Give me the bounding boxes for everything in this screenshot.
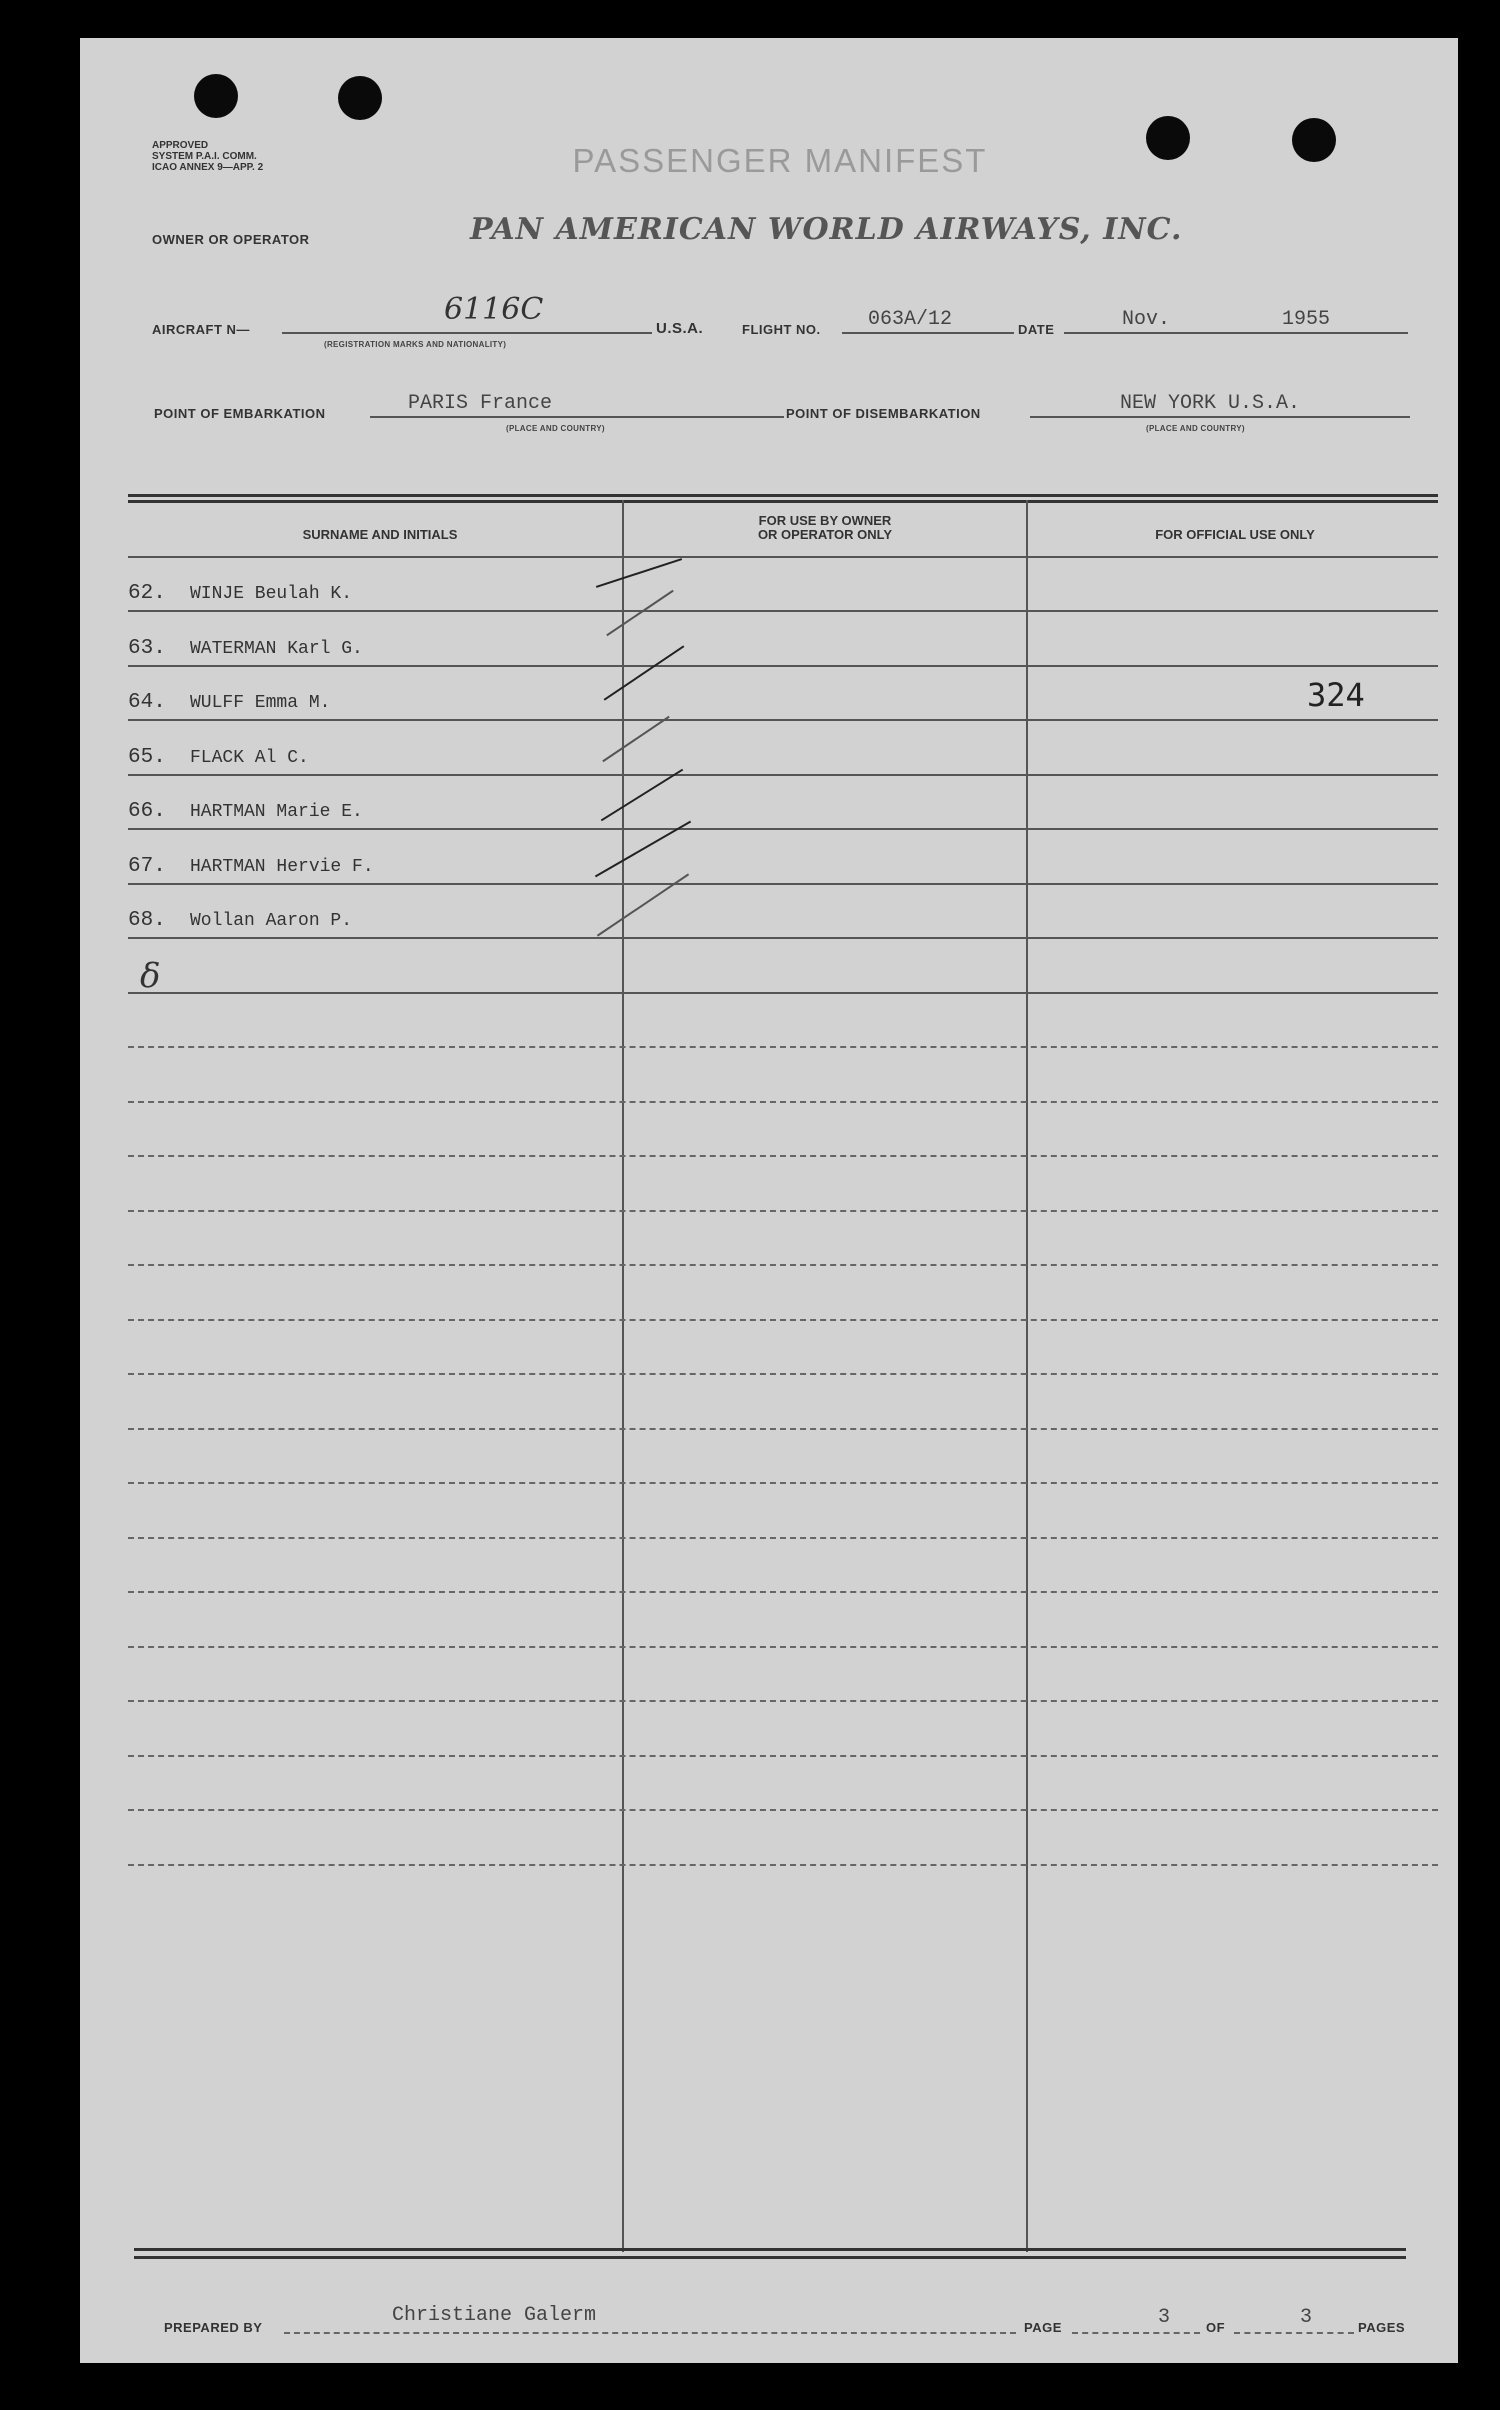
passenger-number: 65. xyxy=(128,745,166,769)
passenger-row xyxy=(128,855,374,885)
approval-note: APPROVED SYSTEM P.A.I. COMM. ICAO ANNEX 9—APP. 2 xyxy=(152,140,264,173)
passenger-name: HARTMAN Marie E. xyxy=(190,802,363,822)
passenger-row xyxy=(128,746,309,776)
row-rule xyxy=(128,1700,1438,1702)
passenger-name: FLACK Al C. xyxy=(190,747,309,768)
official-column-header: FOR OFFICIAL USE ONLY xyxy=(1155,527,1315,542)
prepared-by-value: Christiane Galerm xyxy=(392,2304,597,2327)
owner-column-header xyxy=(640,514,1010,542)
date-label: DATE xyxy=(1018,322,1055,337)
passenger-number: 64. xyxy=(128,691,166,714)
row-rule xyxy=(128,1319,1438,1321)
of-label: OF xyxy=(1206,2320,1226,2335)
of-line xyxy=(1234,2332,1354,2334)
official-number: 324 xyxy=(1307,676,1365,714)
row-rule xyxy=(128,1646,1438,1648)
row-rule xyxy=(128,1809,1438,1811)
page-number: 3 xyxy=(1158,2306,1171,2329)
page-line xyxy=(1072,2332,1200,2334)
date-month: Nov. xyxy=(1122,308,1171,331)
passenger-name: Wollan Aaron P. xyxy=(190,911,353,931)
punch-hole xyxy=(338,76,382,120)
row-rule xyxy=(128,992,1438,994)
row-rule xyxy=(128,1537,1438,1539)
embarkation-line xyxy=(370,416,784,418)
surname-column-header: SURNAME AND INITIALS xyxy=(302,527,458,542)
passenger-row xyxy=(128,691,330,721)
row-rule xyxy=(128,1210,1438,1212)
prepared-by-line xyxy=(284,2332,1016,2334)
flight-label: FLIGHT NO. xyxy=(742,322,821,337)
row-rule xyxy=(128,1864,1438,1866)
page-label: PAGE xyxy=(1024,2320,1062,2335)
passenger-row xyxy=(128,909,352,939)
embarkation-label: POINT OF EMBARKATION xyxy=(154,406,326,421)
disembarkation-label: POINT OF DISEMBARKATION xyxy=(786,406,981,421)
passenger-number: 63. xyxy=(128,636,166,660)
row-rule xyxy=(128,1482,1438,1484)
date-year: 1955 xyxy=(1282,308,1331,331)
aircraft-label: AIRCRAFT N— xyxy=(152,322,250,337)
passenger-number: 66. xyxy=(128,800,166,823)
manifest-sheet xyxy=(80,38,1458,2363)
page-title: PASSENGER MANIFEST xyxy=(572,142,988,179)
row-rule xyxy=(128,1101,1438,1103)
punch-hole xyxy=(194,74,238,118)
row-rule xyxy=(128,1373,1438,1375)
registration-caption: (REGISTRATION MARKS AND NATIONALITY) xyxy=(324,340,507,349)
embarkation-caption: (PLACE AND COUNTRY) xyxy=(506,424,605,433)
row-rule xyxy=(128,1046,1438,1048)
passenger-row xyxy=(128,582,352,612)
pages-label: PAGES xyxy=(1358,2320,1406,2335)
passenger-name: WULFF Emma M. xyxy=(190,693,331,713)
passenger-row xyxy=(128,800,363,830)
passenger-name: WATERMAN Karl G. xyxy=(190,638,363,659)
flight-value: 063A/12 xyxy=(868,308,953,331)
header-rule xyxy=(128,556,1438,558)
disembarkation-value: NEW YORK U.S.A. xyxy=(1120,392,1301,415)
passenger-number: 62. xyxy=(128,582,166,605)
punch-hole xyxy=(1146,116,1190,160)
row-rule xyxy=(128,1155,1438,1157)
end-of-list-mark: δ xyxy=(140,956,161,996)
aircraft-value: 6116C xyxy=(444,292,544,327)
row-rule xyxy=(128,1428,1438,1430)
owner-label: OWNER OR OPERATOR xyxy=(152,232,310,247)
flight-line xyxy=(842,332,1014,334)
embarkation-value: PARIS France xyxy=(408,392,553,415)
passenger-name: HARTMAN Hervie F. xyxy=(190,856,374,877)
column-divider xyxy=(622,500,624,2252)
row-rule xyxy=(128,1755,1438,1757)
row-rule xyxy=(128,1591,1438,1593)
passenger-row xyxy=(128,637,363,667)
table-top-rule xyxy=(128,494,1438,497)
disembarkation-line xyxy=(1030,416,1410,418)
owner-column-header-text: FOR USE BY OWNER OR OPERATOR ONLY xyxy=(757,513,893,542)
date-line xyxy=(1064,332,1408,334)
usa-label: U.S.A. xyxy=(656,320,704,337)
passenger-number: 67. xyxy=(128,854,166,878)
total-pages: 3 xyxy=(1300,2306,1313,2329)
punch-hole xyxy=(1292,118,1336,162)
passenger-name: WINJE Beulah K. xyxy=(190,584,353,604)
table-top-rule-2 xyxy=(128,500,1438,503)
table-bottom-rule-2 xyxy=(134,2256,1406,2259)
row-rule xyxy=(128,1264,1438,1266)
column-divider xyxy=(1026,500,1028,2252)
row-rule xyxy=(128,774,1438,776)
operator-name: PAN AMERICAN WORLD AIRWAYS, INC. xyxy=(470,212,1183,247)
prepared-by-label: PREPARED BY xyxy=(164,2320,263,2335)
disembarkation-caption: (PLACE AND COUNTRY) xyxy=(1146,424,1245,433)
table-bottom-rule xyxy=(134,2248,1406,2251)
passenger-number: 68. xyxy=(128,909,166,932)
aircraft-line xyxy=(282,332,652,334)
